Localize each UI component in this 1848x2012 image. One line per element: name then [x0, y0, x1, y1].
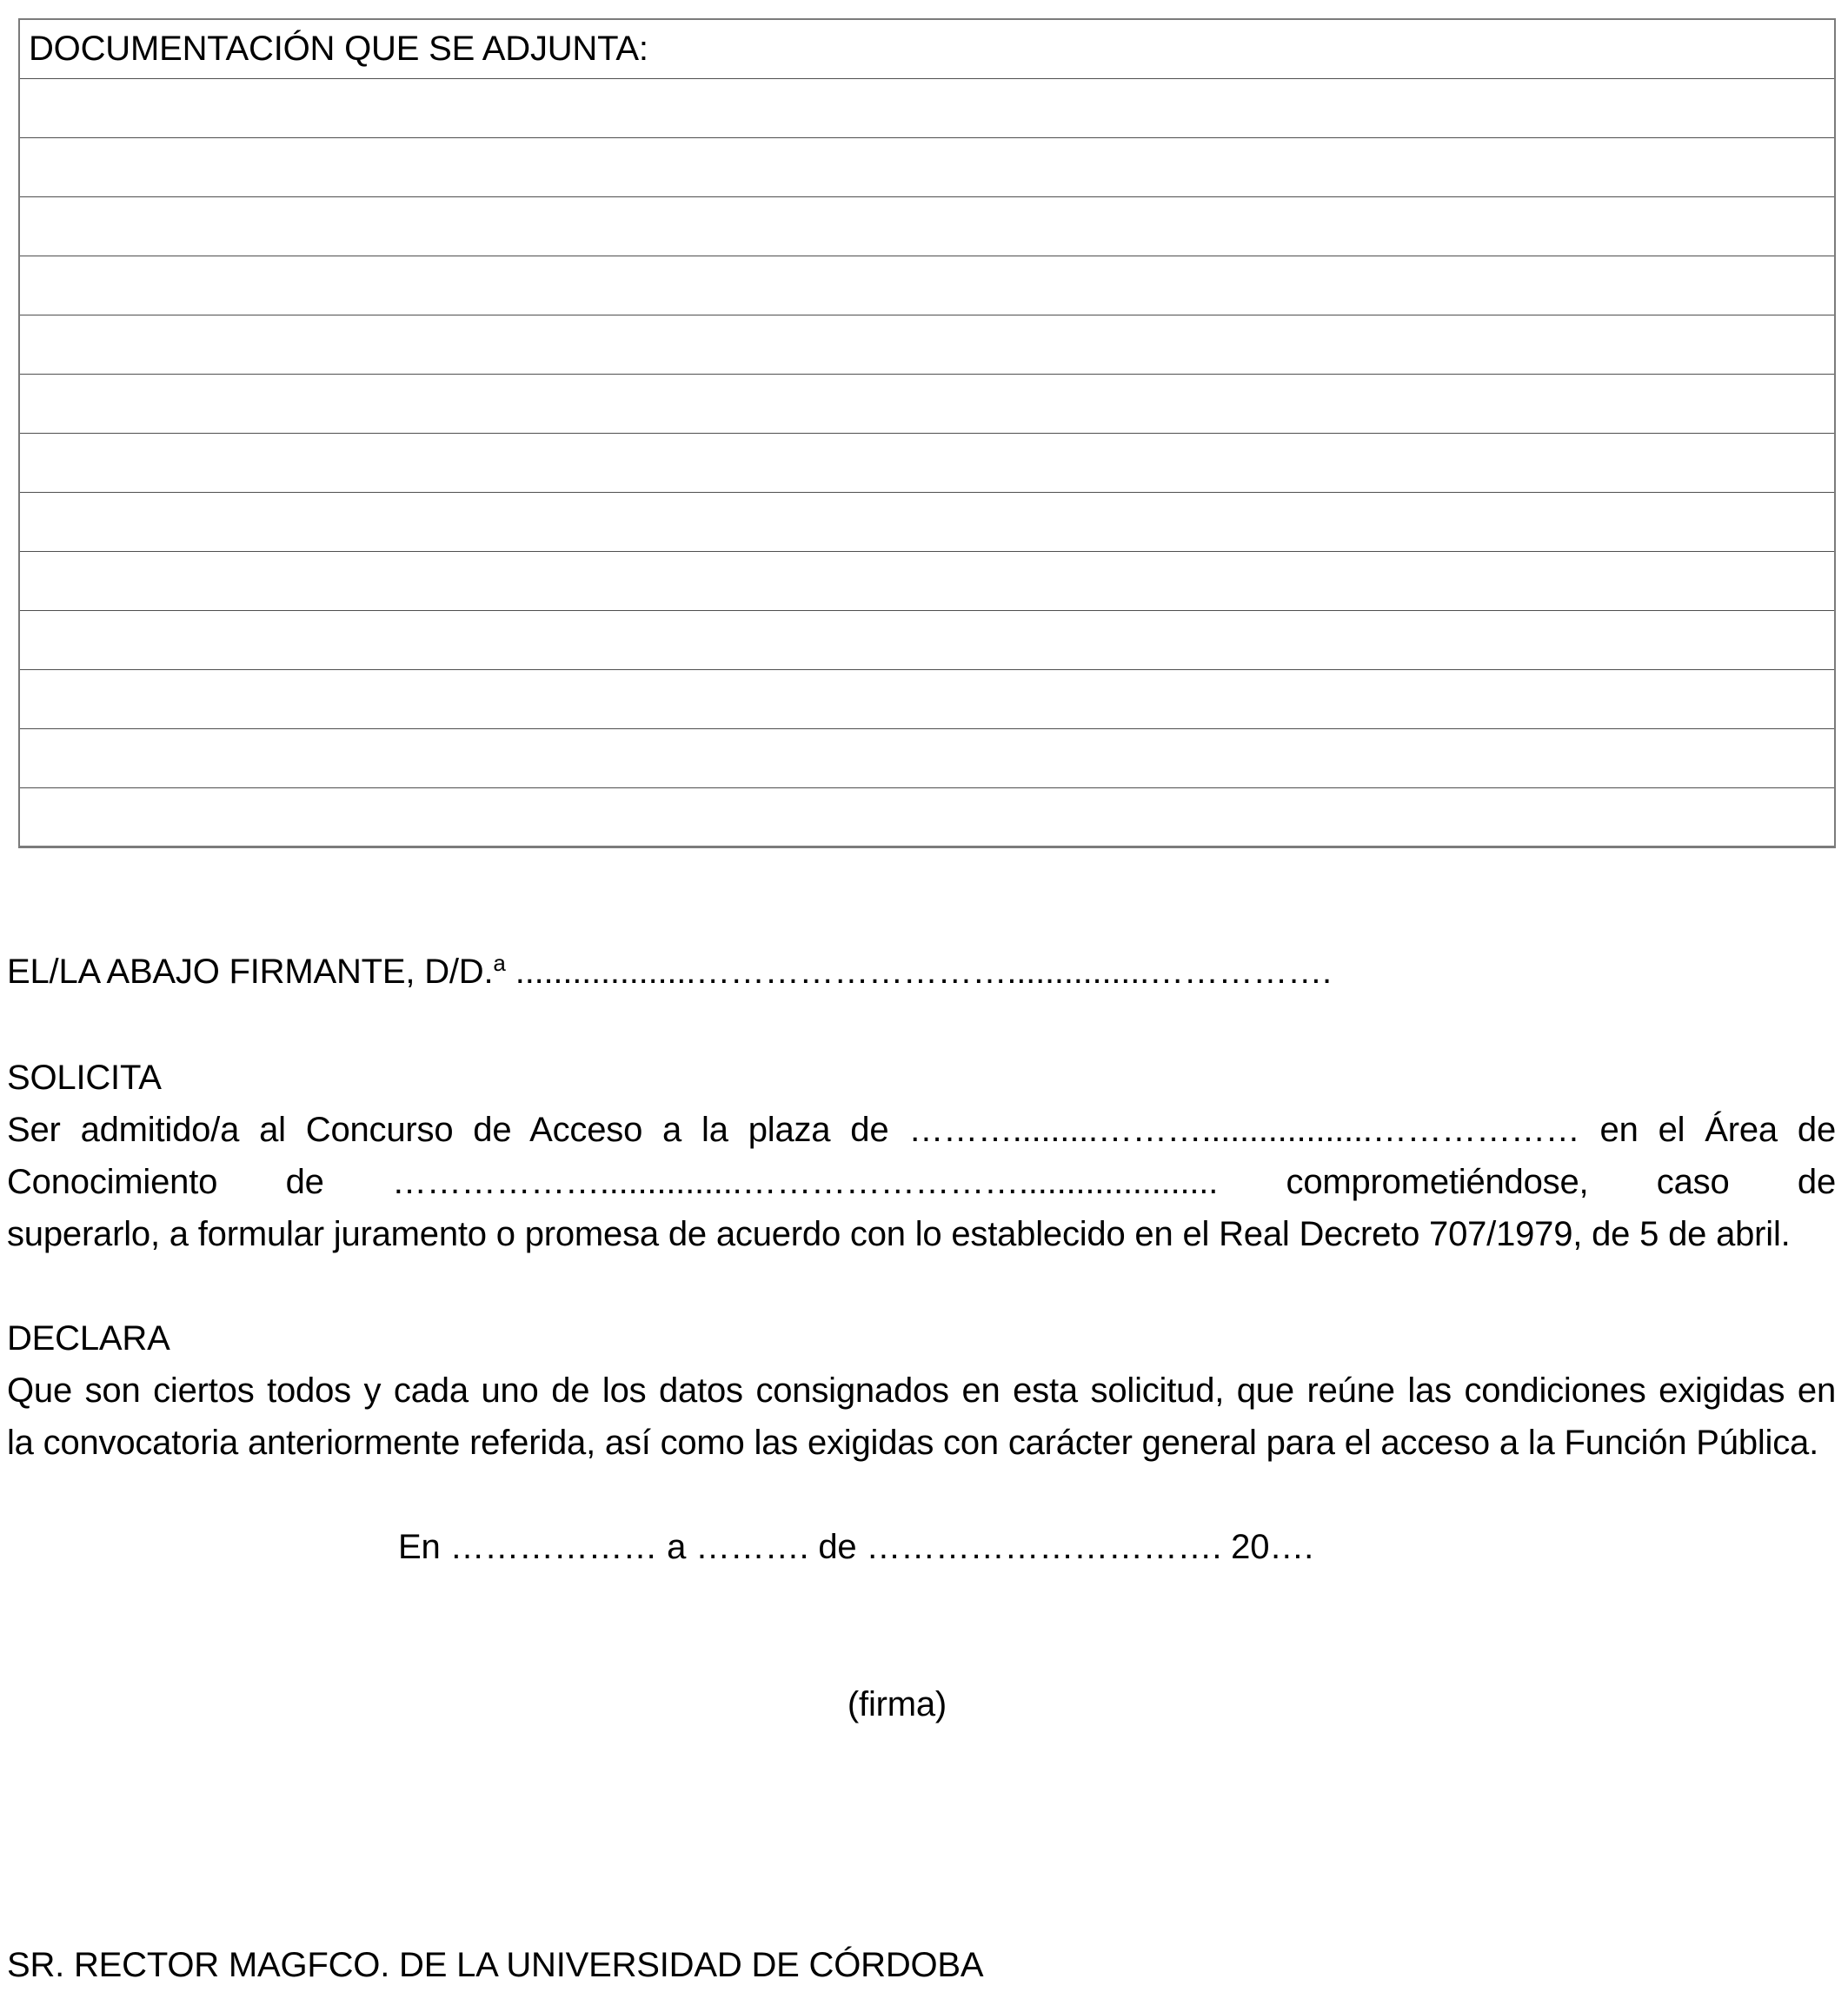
table-row-empty	[19, 256, 1835, 315]
table-row-empty	[19, 669, 1835, 728]
signer-name-blank: ...................………………………...............…………….	[515, 952, 1332, 991]
solicita-body-line-2: Conocimiento de ………………...............……………………..................... comprometiéndose, caso de	[7, 1162, 1836, 1201]
declara-body-line-2: la convocatoria anteriormente referida, así como las exigidas con carácter general para el acceso a la Función Pública.	[7, 1423, 1818, 1462]
table-row-empty	[19, 492, 1835, 551]
table-row-empty	[19, 728, 1835, 787]
table-row-empty	[19, 315, 1835, 374]
date-place-blank-line: En ……………… a ………. de …………………………. 20….	[398, 1527, 1313, 1566]
table-cell-empty	[19, 78, 1835, 137]
table-row-empty	[19, 137, 1835, 196]
table-row-empty	[19, 551, 1835, 610]
signature-placeholder-label: (firma)	[847, 1684, 947, 1723]
documentation-table-head	[19, 19, 1835, 78]
solicita-body-line-1: Ser admitido/a al Concurso de Acceso a la plaza de ……….........………..................……………… en el Área de	[7, 1110, 1836, 1149]
table-row-empty	[19, 374, 1835, 433]
declara-body-line-1: Que son ciertos todos y cada uno de los datos consignados en esta solicitud, que reúne las condiciones exigidas en	[7, 1371, 1836, 1410]
table-cell-empty	[19, 196, 1835, 256]
table-row-empty	[19, 196, 1835, 256]
addressee-line: SR. RECTOR MAGFCO. DE LA UNIVERSIDAD DE CÓRDOBA	[7, 1945, 984, 1984]
documentation-table-body	[19, 78, 1835, 847]
table-row-empty	[19, 610, 1835, 669]
table-cell-empty	[19, 433, 1835, 492]
table-row-empty	[19, 78, 1835, 137]
table-cell-empty	[19, 610, 1835, 669]
table-cell-empty	[19, 492, 1835, 551]
documentation-table	[18, 18, 1836, 848]
declara-heading: DECLARA	[7, 1318, 170, 1358]
table-cell-empty	[19, 787, 1835, 847]
table-row-empty	[19, 433, 1835, 492]
solicita-heading: SOLICITA	[7, 1058, 162, 1097]
table-cell-empty	[19, 315, 1835, 374]
table-cell-empty	[19, 551, 1835, 610]
table-cell-empty	[19, 256, 1835, 315]
table-row-empty	[19, 787, 1835, 847]
table-cell-empty	[19, 374, 1835, 433]
signer-line	[7, 937, 1836, 998]
table-cell-empty	[19, 137, 1835, 196]
solicita-body-line-3: superarlo, a formular juramento o promesa de acuerdo con lo establecido en el Real Decreto 707/1979, de 5 de abril.	[7, 1214, 1791, 1253]
table-cell-empty	[19, 728, 1835, 787]
documentation-table-header: DOCUMENTACIÓN QUE SE ADJUNTA:	[19, 19, 1835, 78]
table-cell-empty	[19, 669, 1835, 728]
signer-ordinal-superscript: a	[493, 949, 506, 976]
signer-label: EL/LA ABAJO FIRMANTE, D/D.	[7, 952, 494, 991]
documentation-table-header-row	[19, 19, 1835, 78]
